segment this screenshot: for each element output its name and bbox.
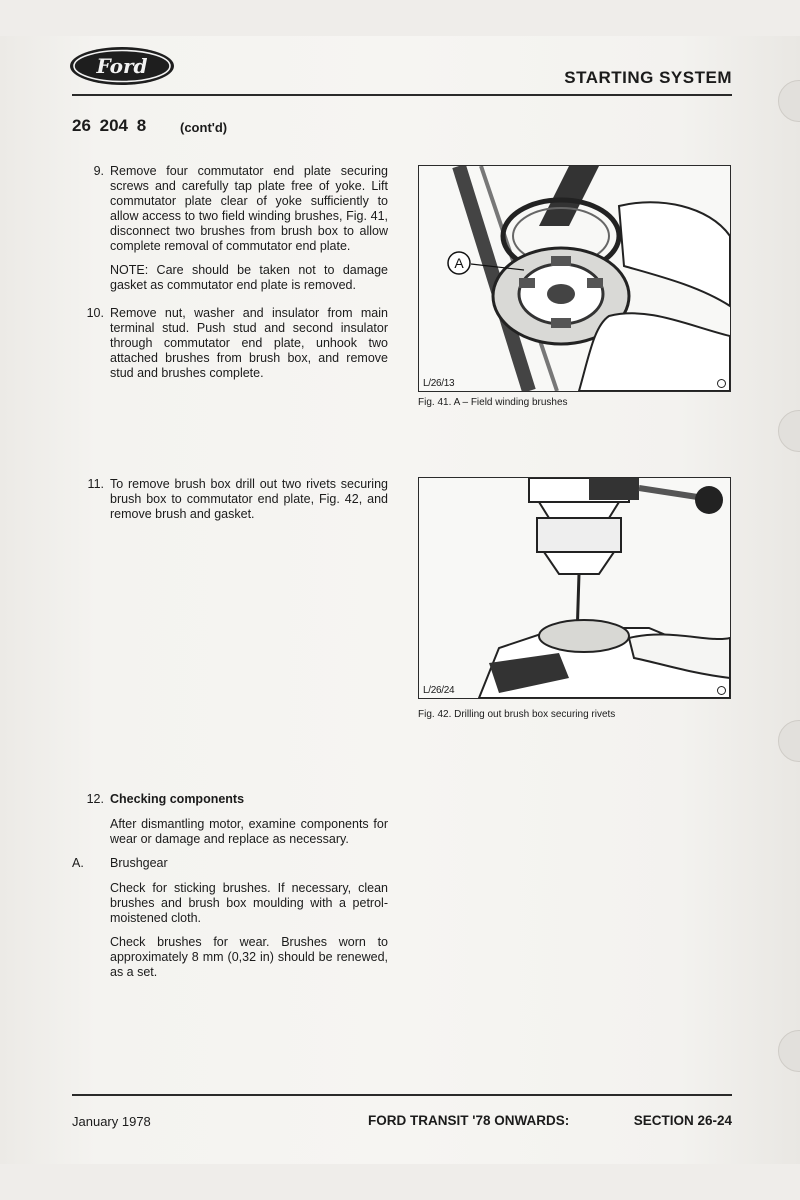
footer-date: January 1978	[72, 1114, 151, 1129]
svg-text:Ford: Ford	[96, 54, 148, 78]
step-note: NOTE: Care should be taken not to damage gasket as commutator end plate is removed.	[110, 263, 388, 292]
copyright-icon	[717, 686, 726, 695]
step-number: 9.	[93, 164, 104, 178]
footer-section-number: SECTION 26-24	[633, 1113, 732, 1128]
figure-reference: L/26/24	[423, 685, 455, 696]
field-winding-brushes-illustration	[419, 166, 730, 391]
step-12	[72, 792, 388, 989]
figure-41-caption: Fig. 41. A – Field winding brushes	[418, 397, 568, 408]
step-number: 11.	[87, 477, 104, 491]
drilling-rivets-illustration	[419, 478, 730, 698]
step-text: Remove nut, washer and insulator from main terminal stud. Push stud and second insulator through commutator end plate, unhook two attached brushes from brush box, and remove stud and brushes complete.	[110, 306, 388, 380]
header-rule	[72, 94, 732, 96]
checking-components-heading: Checking components	[110, 792, 245, 806]
step-10	[72, 306, 388, 390]
step-text: To remove brush box drill out two rivets securing brush box to commutator end plate, Fig. 42, and remove brush and gasket.	[110, 477, 388, 521]
substep-text: Check brushes for wear. Brushes worn to approximately 8 mm (0,32 in) should be renewed, as a set.	[110, 935, 388, 979]
footer-manual-title: FORD TRANSIT '78 ONWARDS:	[368, 1113, 570, 1128]
step-text: Remove four commutator end plate securing screws and carefully tap plate free of yoke. Lift commutator plate clear of yoke sufficiently to allow access to two field winding brushes, Fig. 41, disconnect two brushes from brush box to allow complete removal of commutator end plate.	[110, 164, 388, 253]
callout-a-label: A	[454, 255, 464, 271]
step-9	[72, 164, 388, 302]
substep-number: A.	[72, 856, 84, 870]
figure-42	[418, 477, 731, 699]
substep-text: Check for sticking brushes. If necessary, clean brushes and brush box moulding with a petrol-moistened cloth.	[110, 881, 388, 925]
operation-continued: (cont'd)	[180, 120, 228, 135]
step-11	[72, 477, 388, 531]
ford-logo	[68, 45, 176, 87]
step-number: 12.	[86, 792, 104, 806]
step-text: After dismantling motor, examine components for wear or damage and replace as necessary.	[110, 817, 388, 846]
step-number: 10.	[86, 306, 104, 320]
figure-42-caption: Fig. 42. Drilling out brush box securing rivets	[418, 709, 616, 720]
copyright-icon	[717, 379, 726, 388]
footer-rule	[72, 1094, 732, 1096]
operation-code: 26 204 8	[72, 116, 147, 135]
figure-reference: L/26/13	[423, 378, 455, 389]
substep-a	[72, 856, 388, 871]
figure-41	[418, 165, 731, 392]
section-header-title: STARTING SYSTEM	[564, 68, 732, 87]
substep-label: Brushgear	[110, 856, 168, 870]
